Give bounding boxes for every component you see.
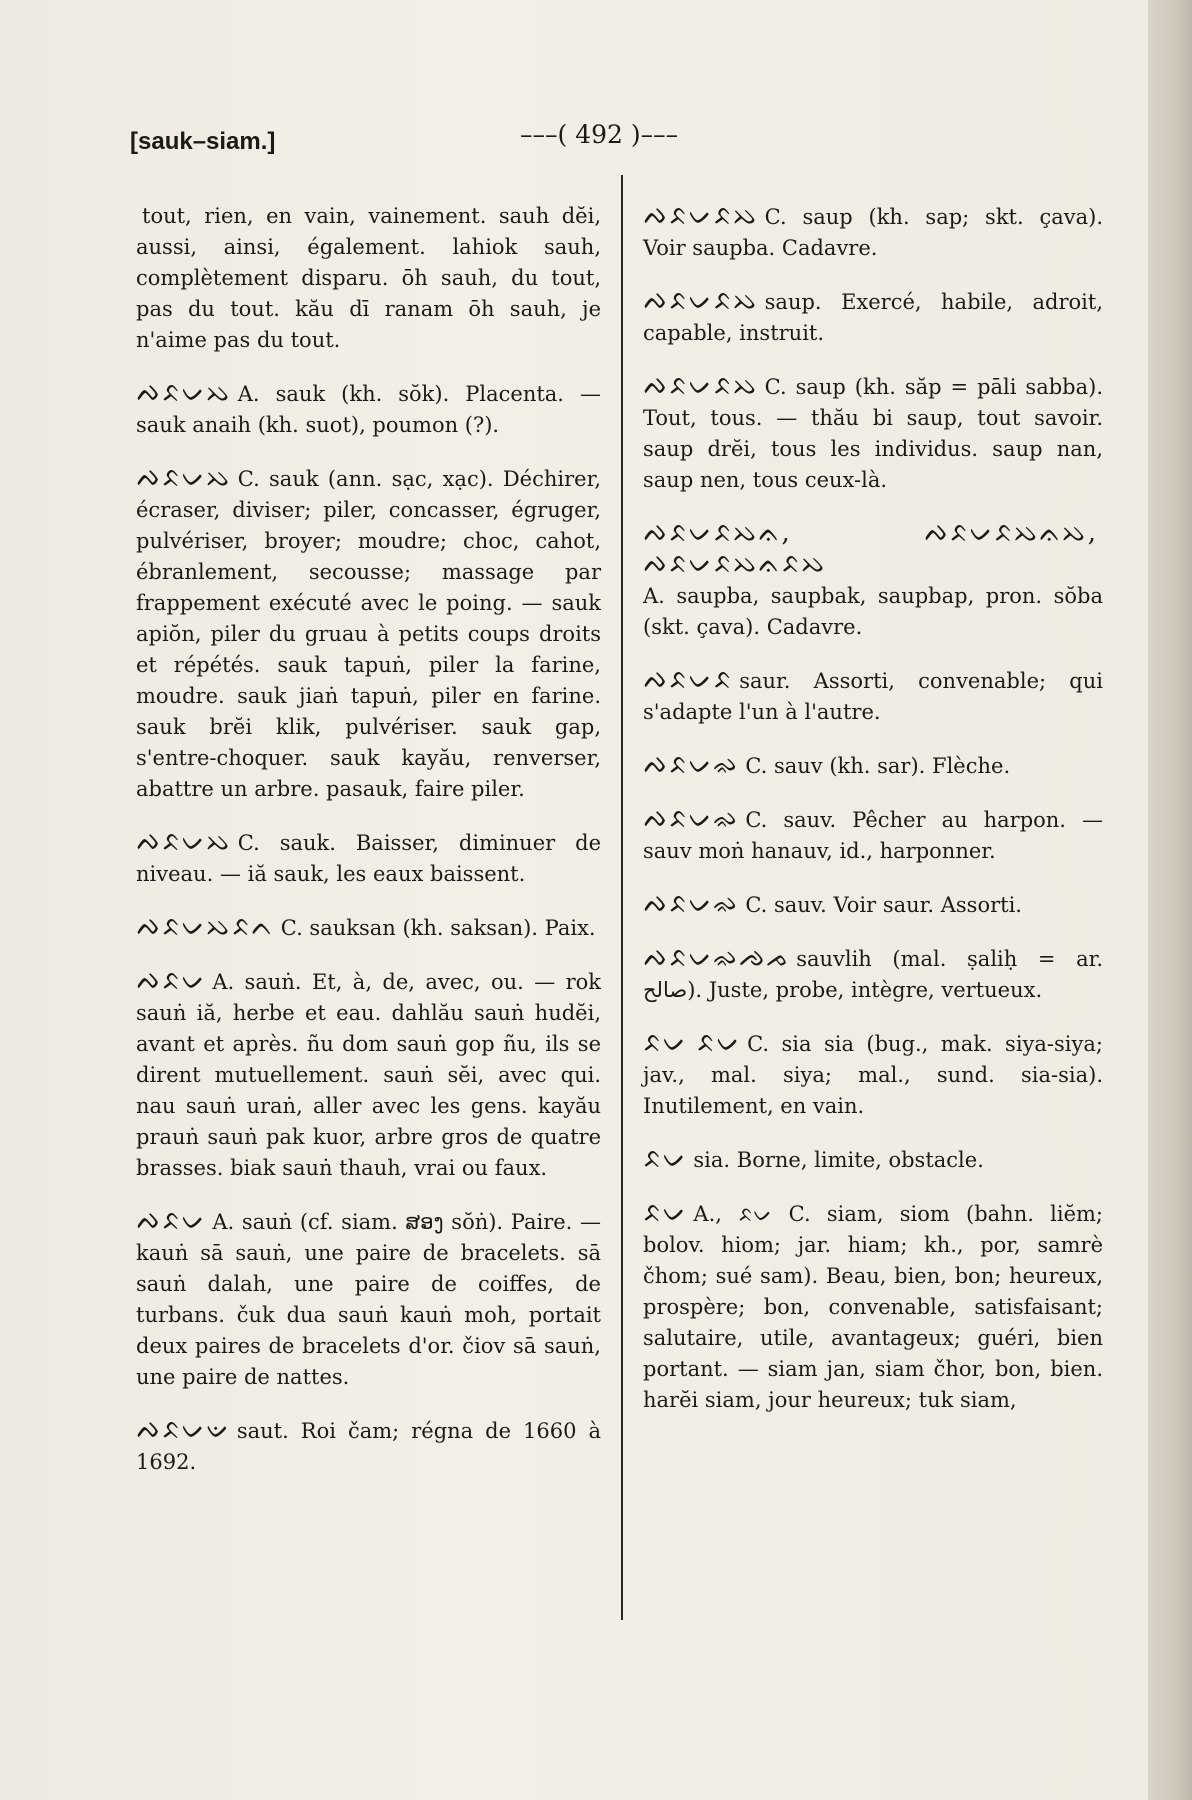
entry-text: C. saup (kh. sap; skt. çava). Voir saupba. Cadavre. xyxy=(643,205,1103,260)
entry-text: C. sauk. Baisser, diminuer de niveau. — iă sauk, les eaux baissent. xyxy=(136,831,601,886)
dictionary-entry xyxy=(136,378,601,441)
dictionary-entry xyxy=(643,750,1103,782)
entry-text: A. sauṅ (cf. siam. ສອງ sŏṅ). Paire. — kauṅ sā sauṅ, une paire de bracelets. sā sauṅ dalah, une paire de coiffes, de turbans. čuk dua sauṅ kauṅ moh, portait deux paires de bracelets d'or. čiov sā sauṅ, une paire de nattes. xyxy=(136,1210,601,1389)
cham-script: ᨄᨅᨆᨋᨌᨍ xyxy=(643,943,791,973)
dictionary-entry xyxy=(643,889,1103,921)
cham-script: ᨄᨅᨆ xyxy=(136,1206,207,1236)
cham-script: ᨄᨅᨆᨇ xyxy=(136,827,232,857)
cham-script: ᨄᨅᨆᨇᨅᨈ xyxy=(136,912,275,942)
cham-script: ᨄᨅᨆᨋ xyxy=(643,750,740,780)
dictionary-entry xyxy=(136,463,601,805)
dictionary-entry xyxy=(136,827,601,890)
entry-text: C. sauv (kh. sar). Flèche. xyxy=(745,754,1011,778)
cham-script: ᨄᨅᨆ xyxy=(136,966,207,996)
dictionary-entry xyxy=(643,943,1103,1006)
entry-text: A. sauṅ. Et, à, de, avec, ou. — rok sauṅ iă, herbe et eau. dahlău sauṅ hudĕi, avant et après. ñu dom sauṅ gop ñu, ils se dirent mutuellement. sauṅ sĕi, avec qui. nau sauṅ uraṅ, aller avec les gens. kayău prauṅ sauṅ pak kuor, arbre gros de quatre brasses. biak sauṅ thauh, vrai ou faux. xyxy=(136,970,601,1180)
dictionary-entry xyxy=(643,518,1103,643)
dictionary-entry xyxy=(643,371,1103,496)
entry-text: saur. Assorti, convenable; qui s'adapte l'un à l'autre. xyxy=(643,669,1103,724)
cham-script: ᨄᨅᨆᨅᨇ xyxy=(643,371,759,401)
left-column xyxy=(136,180,601,1500)
entry-text: A. saupba, saupbak, saupbap, pron. sŏba (skt. çava). Cadavre. xyxy=(643,584,1103,639)
entry-text: A. sauk (kh. sŏk). Placenta. — sauk anaih (kh. suot), poumon (?). xyxy=(136,382,601,437)
cham-script: ᨅᨆ ᨅᨆ xyxy=(643,1028,742,1058)
dictionary-entry xyxy=(136,912,601,944)
entry-text: sia. Borne, limite, obstacle. xyxy=(693,1148,984,1172)
cham-script: ᨄᨅᨆᨋ xyxy=(643,804,740,834)
entry-text: sauvlih (mal. ṣaliḥ = ar. صالح). Juste, probe, intègre, vertueux. xyxy=(643,947,1103,1002)
dictionary-entry xyxy=(643,286,1103,349)
cham-script: ᨄᨅᨆᨉ xyxy=(136,1415,231,1445)
dictionary-entry xyxy=(136,201,601,356)
dictionary-entry xyxy=(643,1028,1103,1122)
entry-text: C. sia sia (bug., mak. siya-siya; jav., mal. siya; mal., sund. sia-sia). Inutilement, en vain. xyxy=(643,1032,1103,1118)
cham-script: ᨅᨆ xyxy=(643,1144,688,1174)
dictionary-entry xyxy=(643,804,1103,867)
cham-script: ᨄᨅᨆᨅᨇᨊ, ᨄᨅᨆᨅᨇᨊᨇ, ᨄᨅᨆᨅᨇᨊᨅᨇ xyxy=(643,518,1097,579)
entry-text: C. sauk (ann. sạc, xạc). Déchirer, écraser, diviser; piler, concasser, égruger, pulvériser, broyer; moudre; choc, cahot, ébranlement, secousse; massage par frappement exécuté avec le poing. — sauk apiŏn, piler du gruau à petits coups droits et répétés. sauk tapuṅ, piler la farine, moudre. sauk jiaṅ tapuṅ, piler en farine. sauk brĕi klik, pulvériser. sauk gap, s'entre-choquer. sauk kayău, renverser, abattre un arbre. pasauk, faire piler. xyxy=(136,467,601,801)
right-column xyxy=(643,180,1103,1438)
book-spine xyxy=(1148,0,1192,1800)
cham-script: ᨄᨅᨆᨋ xyxy=(643,889,740,919)
page-number: –––( 492 )––– xyxy=(520,120,679,149)
dictionary-entry xyxy=(643,201,1103,264)
cham-script: ᨄᨅᨆᨇ xyxy=(136,378,232,408)
dictionary-entry xyxy=(136,966,601,1184)
cham-script: ᨅᨆ xyxy=(643,1198,688,1228)
entry-text: saut. Roi čam; régna de 1660 à 1692. xyxy=(136,1419,601,1474)
entry-text: C. sauksan (kh. saksan). Paix. xyxy=(280,916,596,940)
entry-text: tout, rien, en vain, vainement. sauh dĕi, aussi, ainsi, également. lahiok sauh, complètement disparu. ōh sauh, du tout, pas du tout. kău dī ranam ōh sauh, je n'aime pas du tout. xyxy=(136,204,601,352)
dictionary-entry xyxy=(643,665,1103,728)
entry-text: C. sauv. Voir saur. Assorti. xyxy=(745,893,1022,917)
dictionary-entry xyxy=(136,1415,601,1478)
entry-text: saup. Exercé, habile, adroit, capable, instruit. xyxy=(643,290,1103,345)
entry-text: A., ᨅᨆ C. siam, siom (bahn. liĕm; bolov. hiom; jar. hiam; kh., por, samrè čhom; sué sam). Beau, bien, bon; heureux, prospère; bon, convenable, satisfaisant; salutaire, utile, avantageux; guéri, bien portant. — siam jan, siam čhor, bon, bien. harĕi siam, jour heureux; tuk siam, xyxy=(643,1202,1103,1412)
column-divider xyxy=(621,175,623,1620)
dictionary-entry xyxy=(136,1206,601,1393)
dictionary-entry xyxy=(643,1198,1103,1416)
entry-text: C. sauv. Pêcher au harpon. — sauv moṅ hanauv, id., harponner. xyxy=(643,808,1103,863)
dictionary-entry xyxy=(643,1144,1103,1176)
cham-script: ᨄᨅᨆᨅᨇ xyxy=(643,201,759,231)
running-header: [sauk–siam.] xyxy=(130,128,276,155)
entry-text: C. saup (kh. săp = pāli sabba). Tout, tous. — thău bi saup, tout savoir. saup drĕi, tous les individus. saup nan, saup nen, tous ceux-là. xyxy=(643,375,1103,492)
cham-script: ᨄᨅᨆᨇ xyxy=(136,463,232,493)
cham-script: ᨄᨅᨆᨅ xyxy=(643,665,734,695)
cham-script: ᨄᨅᨆᨅᨇ xyxy=(643,286,759,316)
